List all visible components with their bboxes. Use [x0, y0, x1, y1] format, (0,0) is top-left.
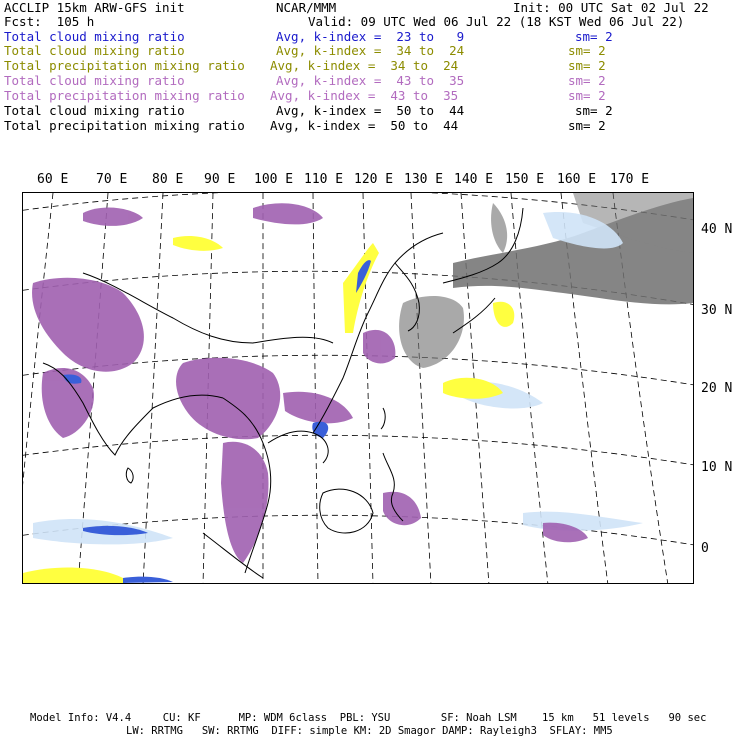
legend-avg: Avg, k-index = 43 to 35 — [276, 73, 465, 88]
map-panel[interactable] — [22, 192, 694, 584]
lon-label: 130 E — [404, 172, 444, 187]
lat-label: 0 — [701, 541, 709, 556]
legend-field: Total cloud mixing ratio — [4, 43, 185, 58]
legend-sm: sm= 2 — [568, 43, 606, 58]
legend-sm: sm= 2 — [568, 58, 606, 73]
model-title: ACCLIP 15km ARW-GFS init — [4, 0, 185, 15]
org-label: NCAR/MMM — [276, 0, 337, 15]
valid-time: Valid: 09 UTC Wed 06 Jul 22 (18 KST Wed 06 Jul 22) — [308, 14, 685, 29]
forecast-hour: Fcst: 105 h — [4, 14, 95, 29]
lat-label: 40 N — [701, 222, 733, 237]
lon-label: 120 E — [354, 172, 394, 187]
legend-avg: Avg, k-index = 34 to 24 — [276, 43, 465, 58]
lon-label: 160 E — [557, 172, 597, 187]
legend-avg: Avg, k-index = 50 to 44 — [270, 118, 459, 133]
legend-sm: sm= 2 — [568, 118, 606, 133]
model-info-line1: Model Info: V4.4 CU: KF MP: WDM 6class PBL: YSU SF: Noah LSM 15 km 51 levels 90 sec — [30, 712, 707, 724]
legend-field: Total precipitation mixing ratio — [4, 88, 245, 103]
legend-field: Total cloud mixing ratio — [4, 103, 185, 118]
lon-label: 150 E — [505, 172, 545, 187]
lat-label: 10 N — [701, 460, 733, 475]
legend-field: Total cloud mixing ratio — [4, 73, 185, 88]
legend-sm: sm= 2 — [568, 73, 606, 88]
legend-sm: sm= 2 — [575, 103, 613, 118]
legend-avg: Avg, k-index = 43 to 35 — [270, 88, 459, 103]
lon-label: 140 E — [454, 172, 494, 187]
map-canvas — [23, 193, 694, 584]
lon-label: 110 E — [304, 172, 344, 187]
lon-label: 80 E — [152, 172, 184, 187]
lon-label: 170 E — [610, 172, 650, 187]
legend-sm: sm= 2 — [575, 29, 613, 44]
lon-label: 90 E — [204, 172, 236, 187]
legend-sm: sm= 2 — [568, 88, 606, 103]
legend-field: Total precipitation mixing ratio — [4, 58, 245, 73]
legend-avg: Avg, k-index = 50 to 44 — [276, 103, 465, 118]
lat-label: 30 N — [701, 303, 733, 318]
lat-label: 20 N — [701, 381, 733, 396]
lon-label: 100 E — [254, 172, 294, 187]
lon-label: 70 E — [96, 172, 128, 187]
init-time: Init: 00 UTC Sat 02 Jul 22 — [513, 0, 709, 15]
lon-label: 60 E — [37, 172, 69, 187]
legend-field: Total cloud mixing ratio — [4, 29, 185, 44]
model-info-line2: LW: RRTMG SW: RRTMG DIFF: simple KM: 2D Smagor DAMP: Rayleigh3 SFLAY: MM5 — [126, 725, 613, 737]
legend-avg: Avg, k-index = 23 to 9 — [276, 29, 465, 44]
legend-field: Total precipitation mixing ratio — [4, 118, 245, 133]
legend-avg: Avg, k-index = 34 to 24 — [270, 58, 459, 73]
